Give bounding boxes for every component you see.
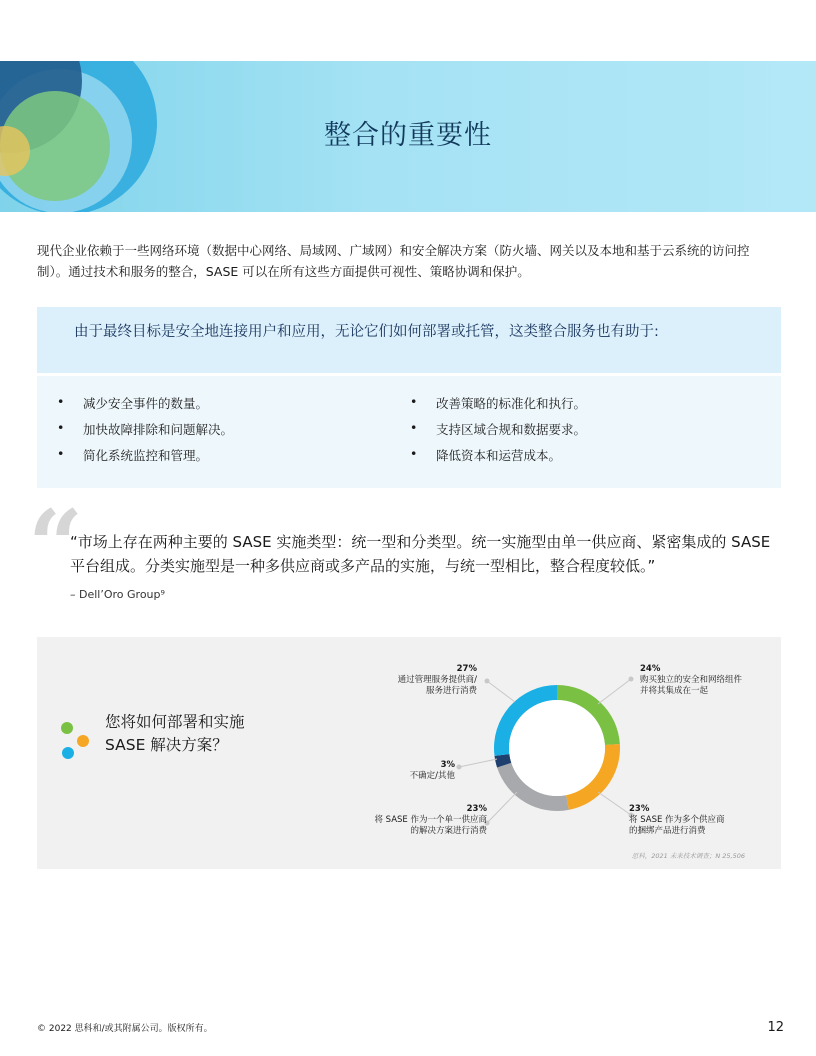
list-item: • 简化系统监控和管理。	[57, 446, 209, 463]
slice-label-single-vendor: 23% 将 SASE 作为一个单一供应商 的解决方案进行消费	[374, 804, 487, 836]
quote-source: – Dell’Oro Group⁹	[70, 588, 165, 601]
bullet-icon: •	[57, 420, 65, 435]
bullet-icon: •	[410, 394, 418, 409]
bullet-icon: •	[410, 420, 418, 435]
slice-label-multi-vendor: 23% 将 SASE 作为多个供应商 的捆绑产品进行消费	[629, 804, 725, 836]
bullet-icon: •	[410, 446, 418, 461]
leader-dot	[485, 679, 490, 684]
leader-dot	[629, 677, 634, 682]
slice-label-unsure: 3% 不确定/其他	[409, 760, 455, 781]
callout-header	[37, 307, 781, 373]
leader-dot	[457, 765, 462, 770]
slice-label-independent: 24% 购买独立的安全和网络组件 并将其集成在一起	[640, 664, 743, 696]
slice-label-managed-service: 27% 通过管理服务提供商/ 服务进行消费	[397, 664, 477, 696]
list-item: • 改善策略的标准化和执行。	[410, 394, 587, 411]
callout-heading: 由于最终目标是安全地连接用户和应用，无论它们如何部署或托管，这类整合服务也有助于:	[74, 324, 659, 340]
page-number: 12	[767, 1020, 784, 1035]
leader-line	[487, 681, 515, 702]
list-item: • 支持区域合规和数据要求。	[410, 420, 587, 437]
footer-copyright: © 2022 思科和/或其附属公司。版权所有。	[37, 1024, 213, 1034]
survey-source: 思科，2021 未来技术调查；N 25,506	[631, 852, 745, 860]
survey-question: 您将如何部署和实施 SASE 解决方案？	[105, 713, 245, 754]
bullet-icon: •	[57, 446, 65, 461]
leader-line	[598, 679, 631, 704]
survey-panel	[37, 637, 781, 869]
list-item: • 加快故障排除和问题解决。	[57, 420, 234, 437]
benefits-list-left	[57, 394, 233, 472]
list-item: • 降低资本和运营成本。	[410, 446, 562, 463]
quote-text: “市场上存在两种主要的 SASE 实施类型：统一型和分类型。统一实施型由单一供应商、紧密集成的 SASE 平台组成。分类实施型是一种多供应商或多产品的实施，与统一型相比，整合程度较低。”	[70, 533, 771, 575]
title-banner	[0, 61, 816, 212]
callout-body	[37, 376, 781, 488]
leader-line	[459, 759, 497, 767]
intro-paragraph: 现代企业依赖于一些网络环境（数据中心网络、局域网、广域网）和安全解决方案（防火墙、网关以及本地和基于云系统的访问控制）。通过技术和服务的整合，SASE 可以在所有这些方面提供可视性、策略协调和保护。	[37, 243, 750, 279]
donut-hole	[509, 700, 605, 796]
page-title: 整合的重要性	[324, 120, 492, 151]
quote-mark-icon: “	[28, 489, 84, 602]
leader-line	[487, 792, 517, 823]
list-item: • 减少安全事件的数量。	[57, 394, 209, 411]
benefits-list-right	[410, 394, 586, 472]
leader-line	[598, 792, 631, 815]
bullet-icon: •	[57, 394, 65, 409]
